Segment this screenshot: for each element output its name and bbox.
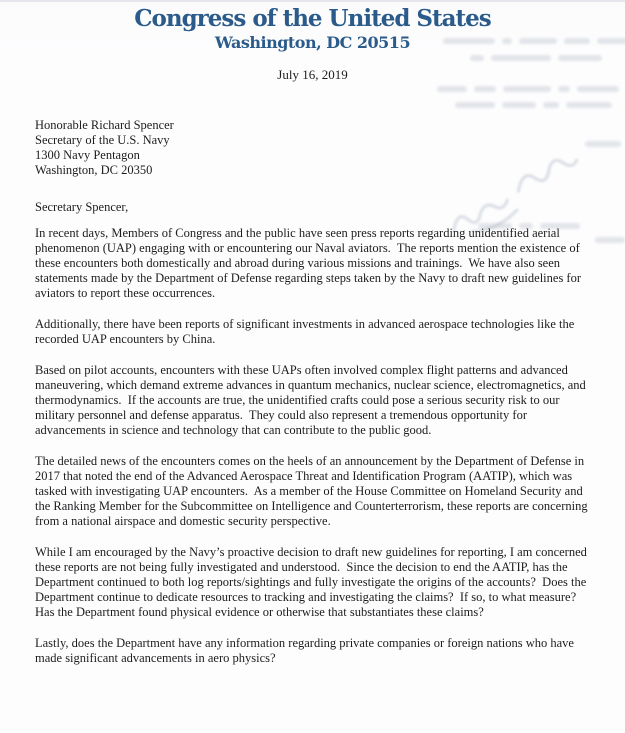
letterhead-subtitle: Washington, DC 20515 bbox=[214, 33, 411, 52]
body-paragraph: While I am encouraged by the Navy’s proactive decision to draft new guidelines for reporting, I am concerned these reports are not being fully investigated and understood. Since the decision to end the AATIP, has the Department continued to both log reports/sightings and fully investigate the origins of the accounts? Does the Department continue to dedicate resources to tracking and investigating the claims? If so, to what measure? Has the Department found physical evidence or otherwise that substantiates these claims? bbox=[35, 545, 591, 619]
recipient-street: 1300 Navy Pentagon bbox=[35, 148, 140, 162]
bleedthrough-smudge bbox=[455, 102, 612, 108]
scan-edge-artifact bbox=[0, 0, 625, 2]
bleedthrough-smudge bbox=[437, 86, 619, 92]
body-paragraph: In recent days, Members of Congress and the public have seen press reports regarding unidentified aerial phenomenon (UAP) engaging with or encountering our Naval aviators. The reports mention the existence of these encounters both domestically and abroad during various missions and trainings. We have also seen statements made by the Department of Defense regarding steps taken by the Navy to draft new guidelines for aviators to report these occurrences. bbox=[35, 226, 585, 300]
body-paragraph: The detailed news of the encounters comes on the heels of an announcement by the Department of Defense in 2017 that noted the end of the Advanced Aerospace Threat and Identification Program (AATIP), which was tasked with investigating UAP encounters. As a member of the House Committee on Homeland Security and the Ranking Member for the Subcommittee on Intelligence and Counterterrorism, these reports are concerning from a national airspace and domestic security perspective. bbox=[35, 454, 591, 528]
date-line: July 16, 2019 bbox=[277, 67, 348, 82]
body-paragraph: Lastly, does the Department have any information regarding private companies or foreign nations who have made significant advancements in aero physics? bbox=[35, 636, 578, 665]
bleedthrough-smudge bbox=[595, 237, 625, 243]
recipient-block bbox=[35, 118, 174, 178]
salutation: Secretary Spencer, bbox=[35, 200, 129, 214]
letterhead bbox=[0, 6, 625, 52]
letter-body bbox=[35, 200, 593, 682]
bleedthrough-smudge bbox=[585, 141, 621, 147]
body-paragraph: Additionally, there have been reports of significant investments in advanced aerospace technologies like the recorded UAP encounters by China. bbox=[35, 317, 578, 346]
recipient-name: Honorable Richard Spencer bbox=[35, 118, 174, 132]
body-paragraph: Based on pilot accounts, encounters with these UAPs often involved complex flight patterns and advanced maneuvering, which demand extreme advances in quantum mechanics, nuclear science, electromagnetics, and thermodynamics. If the accounts are true, the unidentified crafts could pose a serious security risk to our military personnel and defense apparatus. They could also represent a tremendous opportunity for advancements in science and technology that can contribute to the public good. bbox=[35, 363, 589, 437]
bleedthrough-smudge bbox=[470, 55, 602, 61]
recipient-title: Secretary of the U.S. Navy bbox=[35, 133, 170, 147]
letterhead-title: Congress of the United States bbox=[134, 5, 491, 32]
recipient-city: Washington, DC 20350 bbox=[35, 163, 153, 177]
